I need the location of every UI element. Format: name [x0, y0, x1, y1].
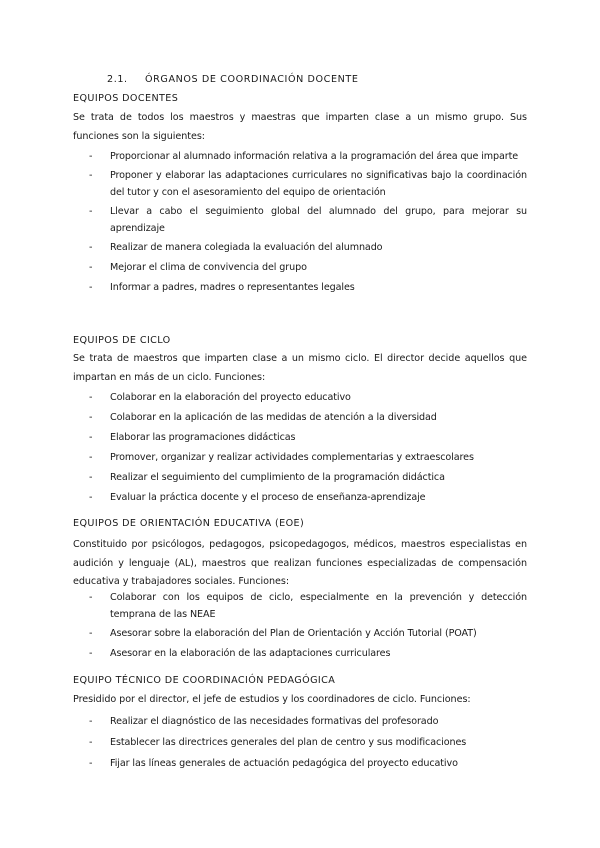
- page-heading: [107, 74, 359, 85]
- dash-bullet: -: [89, 628, 93, 639]
- dash-bullet: -: [89, 432, 93, 443]
- section-intro-eoe: Constituido por psicólogos, pedagogos, psicopedagogos, médicos, maestros especialistas en audición y lenguaje (AL), maestros que realizan funciones especializadas de compensación educativa y trabajadores sociales. Funciones:: [73, 539, 527, 587]
- list-item: - Colaborar con los equipos de ciclo, especialmente en la prevención y detección temprana de las NEAE: [73, 589, 527, 623]
- dash-bullet: -: [89, 170, 93, 181]
- list-item: - Fijar las líneas generales de actuación pedagógica del proyecto educativo: [73, 755, 527, 772]
- list-item: - Colaborar en la elaboración del proyecto educativo: [73, 389, 527, 406]
- list-item: - Proponer y elaborar las adaptaciones curriculares no significativas bajo la coordinación del tutor y con el asesoramiento del equipo de orientación: [73, 167, 527, 201]
- heading-title: ÓRGANOS DE COORDINACIÓN DOCENTE: [145, 74, 359, 85]
- list-item: - Realizar el diagnóstico de las necesidades formativas del profesorado: [73, 713, 527, 730]
- dash-bullet: -: [89, 648, 93, 659]
- list-item: - Realizar de manera colegiada la evaluación del alumnado: [73, 239, 527, 256]
- list-equipos-docentes: [73, 148, 527, 296]
- list-item: - Colaborar en la aplicación de las medidas de atención a la diversidad: [73, 409, 527, 426]
- section-intro-etcp: Presidido por el director, el jefe de estudios y los coordinadores de ciclo. Funciones:: [73, 694, 471, 705]
- list-item: - Realizar el seguimiento del cumplimiento de la programación didáctica: [73, 469, 527, 486]
- list-item: - Asesorar en la elaboración de las adaptaciones curriculares: [73, 645, 527, 662]
- list-eoe: [73, 589, 527, 662]
- section-title-eoe: EQUIPOS DE ORIENTACIÓN EDUCATIVA (EOE): [73, 518, 305, 529]
- list-item: - Promover, organizar y realizar actividades complementarias y extraescolares: [73, 449, 527, 466]
- dash-bullet: -: [89, 716, 93, 727]
- dash-bullet: -: [89, 758, 93, 769]
- list-etcp: [73, 713, 527, 772]
- dash-bullet: -: [89, 452, 93, 463]
- list-equipos-de-ciclo: [73, 389, 527, 506]
- section-intro-equipos-docentes: Se trata de todos los maestros y maestras que imparten clase a un mismo grupo. Sus funciones son la siguientes:: [73, 112, 527, 142]
- dash-bullet: -: [89, 242, 93, 253]
- section-title-etcp: EQUIPO TÉCNICO DE COORDINACIÓN PEDAGÓGICA: [73, 675, 336, 686]
- list-item: - Llevar a cabo el seguimiento global del alumnado del grupo, para mejorar su aprendizaje: [73, 203, 527, 237]
- section-intro-equipos-de-ciclo: Se trata de maestros que imparten clase a un mismo ciclo. El director decide aquellos que impartan en más de un ciclo. Funciones:: [73, 353, 527, 383]
- list-item: - Asesorar sobre la elaboración del Plan de Orientación y Acción Tutorial (POAT): [73, 625, 527, 642]
- dash-bullet: -: [89, 592, 93, 603]
- dash-bullet: -: [89, 206, 93, 217]
- dash-bullet: -: [89, 282, 93, 293]
- dash-bullet: -: [89, 262, 93, 273]
- dash-bullet: -: [89, 151, 93, 162]
- list-item: - Mejorar el clima de convivencia del grupo: [73, 259, 527, 276]
- list-item: - Establecer las directrices generales del plan de centro y sus modificaciones: [73, 734, 527, 751]
- list-item: - Elaborar las programaciones didácticas: [73, 429, 527, 446]
- heading-number: 2.1.: [107, 74, 128, 85]
- dash-bullet: -: [89, 737, 93, 748]
- dash-bullet: -: [89, 412, 93, 423]
- dash-bullet: -: [89, 492, 93, 503]
- dash-bullet: -: [89, 472, 93, 483]
- list-item: - Informar a padres, madres o representantes legales: [73, 279, 527, 296]
- section-title-equipos-de-ciclo: EQUIPOS DE CICLO: [73, 335, 171, 346]
- list-item: - Evaluar la práctica docente y el proceso de enseñanza-aprendizaje: [73, 489, 527, 506]
- dash-bullet: -: [89, 392, 93, 403]
- list-item: - Proporcionar al alumnado información relativa a la programación del área que imparte: [73, 148, 527, 165]
- section-title-equipos-docentes: EQUIPOS DOCENTES: [73, 93, 179, 104]
